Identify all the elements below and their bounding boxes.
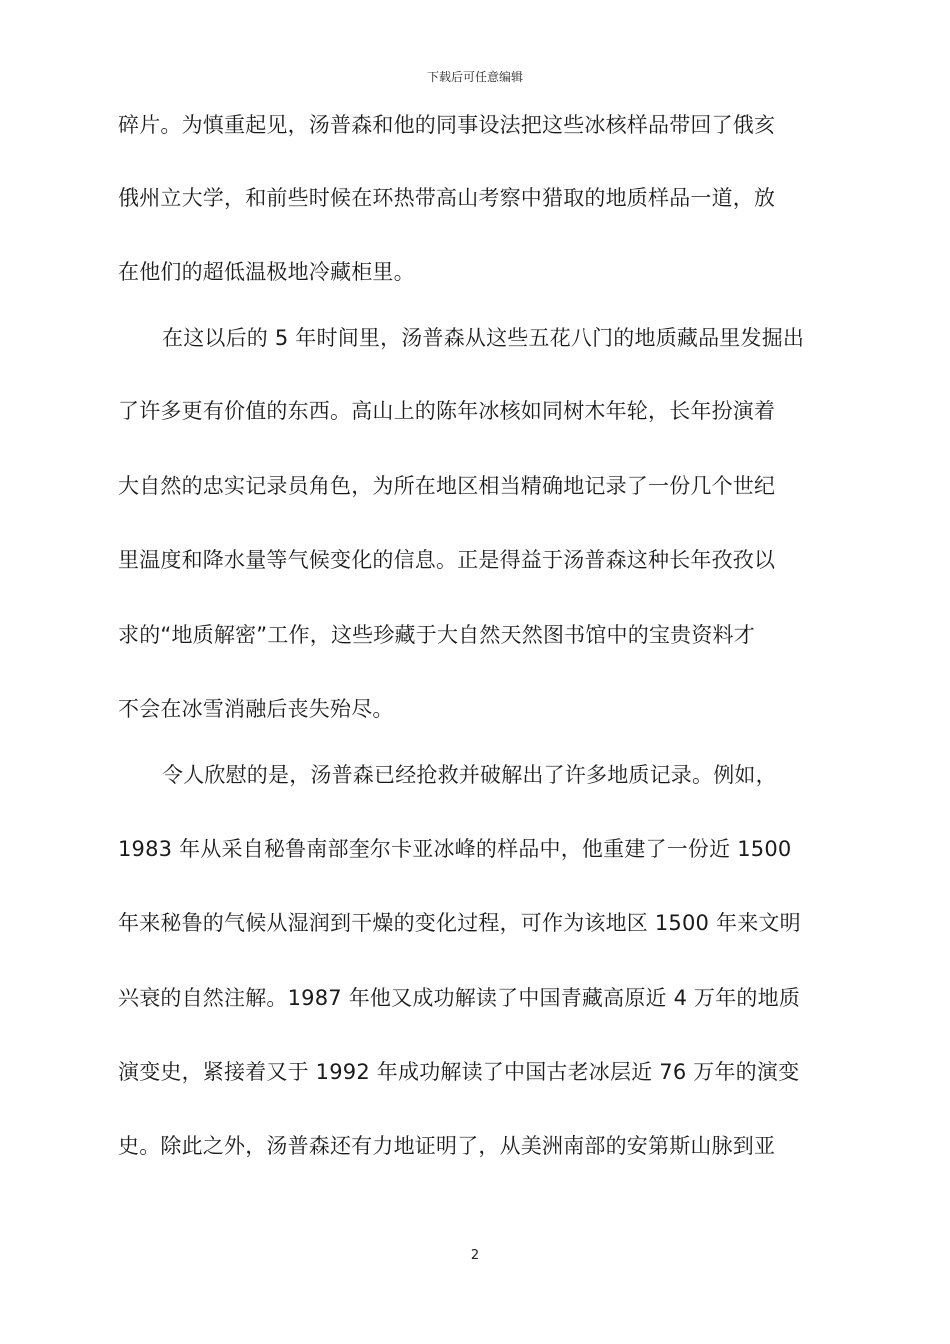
body-line: 1983 年从采自秘鲁南部奎尔卡亚冰峰的样品中，他重建了一份近 1500 (118, 837, 792, 861)
body-line: 在这以后的 5 年时间里，汤普森从这些五花八门的地质藏品里发掘出 (162, 326, 805, 350)
body-line: 里温度和降水量等气候变化的信息。正是得益于汤普森这种长年孜孜以 (118, 548, 776, 572)
body-line: 令人欣慰的是，汤普森已经抢救并破解出了许多地质记录。例如， (162, 763, 777, 787)
body-line: 在他们的超低温极地冷藏柜里。 (118, 260, 415, 284)
body-line: 年来秘鲁的气候从湿润到干燥的变化过程，可作为该地区 1500 年来文明 (118, 911, 801, 935)
body-line: 演变史，紧接着又于 1992 年成功解读了中国古老冰层近 76 万年的演变 (118, 1060, 800, 1084)
body-line: 大自然的忠实记录员角色，为所在地区相当精确地记录了一份几个世纪 (118, 474, 776, 498)
body-line: 求的“地质解密”工作，这些珍藏于大自然天然图书馆中的宝贵资料才 (118, 623, 755, 647)
body-line: 不会在冰雪消融后丧失殆尽。 (118, 697, 394, 721)
body-line: 兴衰的自然注解。1987 年他又成功解读了中国青藏高原近 4 万年的地质 (118, 986, 801, 1010)
body-line: 了许多更有价值的东西。高山上的陈年冰核如同树木年轮，长年扮演着 (118, 399, 776, 423)
body-line: 俄州立大学，和前些时候在环热带高山考察中猎取的地质样品一道，放 (118, 186, 776, 210)
page-header: 下载后可任意编辑 (426, 70, 523, 84)
body-line: 碎片。为慎重起见，汤普森和他的同事设法把这些冰核样品带回了俄亥 (118, 113, 776, 137)
page-number: 2 (470, 1248, 480, 1263)
body-line: 史。除此之外，汤普森还有力地证明了，从美洲南部的安第斯山脉到亚 (118, 1134, 776, 1158)
